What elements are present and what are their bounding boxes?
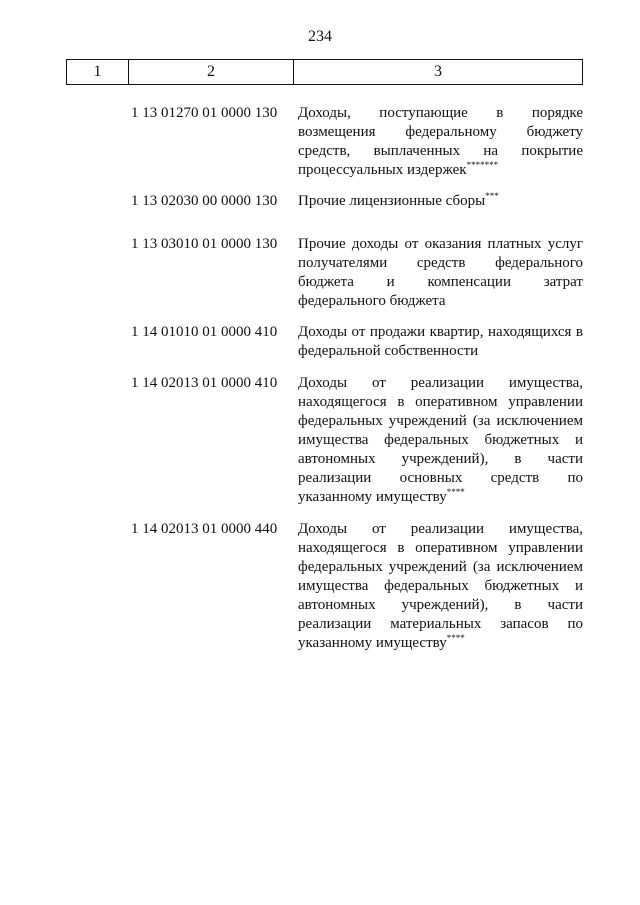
row-text: Доходы, поступающие в порядке возмещения федеральному бюджету средств, выплаченных на покрытие процессуальных издержек: [298, 105, 583, 178]
row-text: Доходы от реализации имущества, находящегося в оперативном управлении федеральных учреждений (за исключением имущества федеральных бюджетных и автономных учреждений), в части реализации основных средств по указанному имуществу: [298, 375, 583, 505]
table-row: [0, 104, 640, 180]
row-code: 1 13 03010 01 0000 130: [131, 236, 278, 252]
table-row: [0, 374, 640, 507]
row-text: Доходы от реализации имущества, находящегося в оперативном управлении федеральных учреждений (за исключением имущества федеральных бюджетных и автономных учреждений), в части реализации материальных запасов по указанному имуществу: [298, 521, 583, 651]
row-code: 1 14 02013 01 0000 410: [131, 375, 278, 391]
header-col-2: 2: [129, 60, 294, 84]
row-text: Прочие лицензионные сборы: [298, 193, 486, 209]
footnote-mark: ****: [446, 487, 465, 497]
table-header: [66, 59, 583, 85]
row-code: 1 13 01270 01 0000 130: [131, 105, 278, 121]
income-codes-list: [0, 104, 640, 653]
table-row: [0, 235, 640, 311]
row-description: [298, 104, 583, 180]
table-row: [0, 192, 640, 211]
row-description: [298, 192, 583, 211]
row-text: Прочие доходы от оказания платных услуг получателями средств федерального бюджета и компенсации затрат федерального бюджета: [298, 236, 583, 309]
row-description: [298, 520, 583, 653]
table-row: [0, 520, 640, 653]
page-number: 234: [308, 28, 332, 45]
header-col-3: 3: [434, 63, 442, 80]
row-code: 1 13 02030 00 0000 130: [131, 193, 278, 209]
footnote-mark: *******: [466, 160, 499, 170]
row-code: 1 14 02013 01 0000 440: [131, 521, 278, 537]
row-description: [298, 323, 583, 361]
row-description: [298, 235, 583, 311]
footnote-mark: ***: [485, 191, 499, 201]
row-code: 1 14 01010 01 0000 410: [131, 324, 278, 340]
header-col-1: 1: [67, 60, 129, 84]
row-description: [298, 374, 583, 507]
row-text: Доходы от продажи квартир, находящихся в федеральной собственности: [298, 324, 583, 359]
footnote-mark: ****: [446, 633, 465, 643]
table-row: [0, 323, 640, 361]
